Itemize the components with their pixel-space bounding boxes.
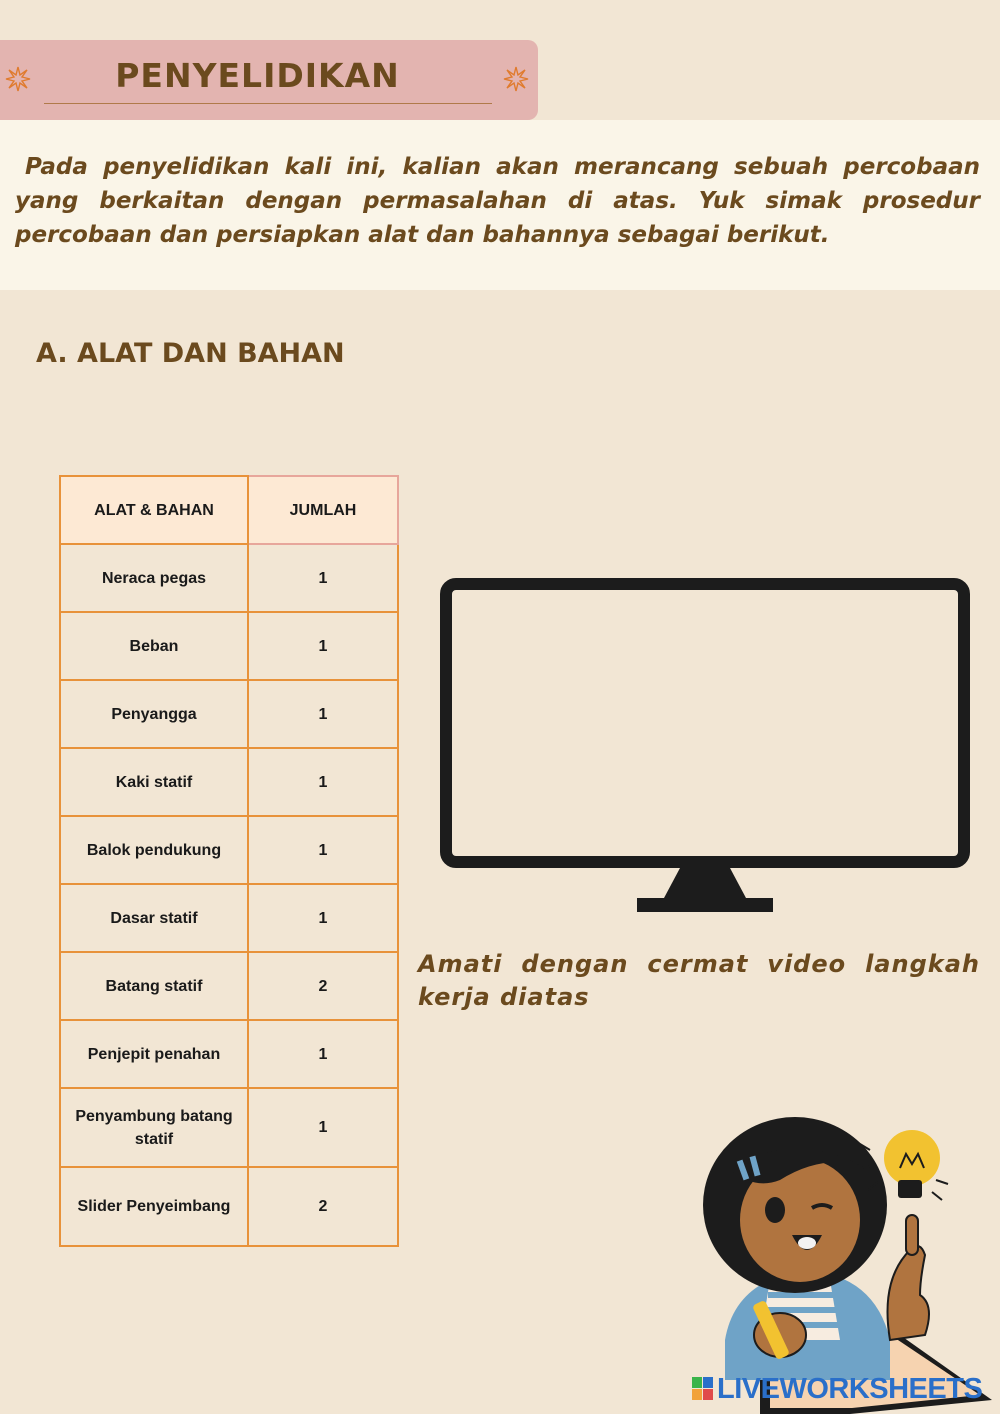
- table-row: [60, 952, 398, 1020]
- monitor-icon[interactable]: [440, 578, 970, 914]
- watermark-text: LIVEWORKSHEETS: [717, 1372, 983, 1405]
- table-row: [60, 1088, 398, 1167]
- item-name: Balok pendukung: [60, 816, 248, 884]
- item-qty: 2: [248, 1167, 398, 1246]
- item-name: Slider Penyeimbang: [60, 1167, 248, 1246]
- liveworksheets-logo-icon: [692, 1377, 714, 1401]
- table-header-row: [60, 476, 398, 544]
- item-qty: 1: [248, 1088, 398, 1167]
- header-quantity: JUMLAH: [248, 476, 398, 544]
- page-title: PENYELIDIKAN: [115, 56, 400, 95]
- section-heading: A. ALAT DAN BAHAN: [36, 338, 345, 369]
- item-name: Neraca pegas: [60, 544, 248, 612]
- item-qty: 1: [248, 816, 398, 884]
- table-row: [60, 1167, 398, 1246]
- materials-table: [59, 475, 399, 1247]
- sparkle-star-icon: [503, 66, 529, 92]
- table-row: [60, 612, 398, 680]
- liveworksheets-watermark: [692, 1372, 982, 1406]
- item-name: Beban: [60, 612, 248, 680]
- table-row: [60, 544, 398, 612]
- item-name: Dasar statif: [60, 884, 248, 952]
- table-row: [60, 680, 398, 748]
- title-underline: [44, 103, 492, 104]
- student-idea-illustration: [700, 1110, 1000, 1414]
- item-name: Penjepit penahan: [60, 1020, 248, 1088]
- header-tools: ALAT & BAHAN: [60, 476, 248, 544]
- table-row: [60, 748, 398, 816]
- intro-box: [0, 120, 1000, 290]
- item-qty: 1: [248, 748, 398, 816]
- video-instruction: Amati dengan cermat video langkah kerja diatas: [418, 950, 980, 1011]
- intro-paragraph: Pada penyelidikan kali ini, kalian akan merancang sebuah percobaan yang berkaitan dengan permasalahan di atas. Yuk simak prosedur percobaan dan persiapkan alat dan bahannya sebagai berikut.: [15, 154, 980, 248]
- item-name: Kaki statif: [60, 748, 248, 816]
- table-row: [60, 816, 398, 884]
- item-name: Penyangga: [60, 680, 248, 748]
- item-qty: 1: [248, 612, 398, 680]
- item-qty: 1: [248, 680, 398, 748]
- table-row: [60, 1020, 398, 1088]
- title-banner: [0, 40, 538, 120]
- item-qty: 1: [248, 544, 398, 612]
- item-name: Penyambung batang statif: [60, 1088, 248, 1167]
- item-name: Batang statif: [60, 952, 248, 1020]
- item-qty: 2: [248, 952, 398, 1020]
- item-qty: 1: [248, 884, 398, 952]
- item-qty: 1: [248, 1020, 398, 1088]
- table-row: [60, 884, 398, 952]
